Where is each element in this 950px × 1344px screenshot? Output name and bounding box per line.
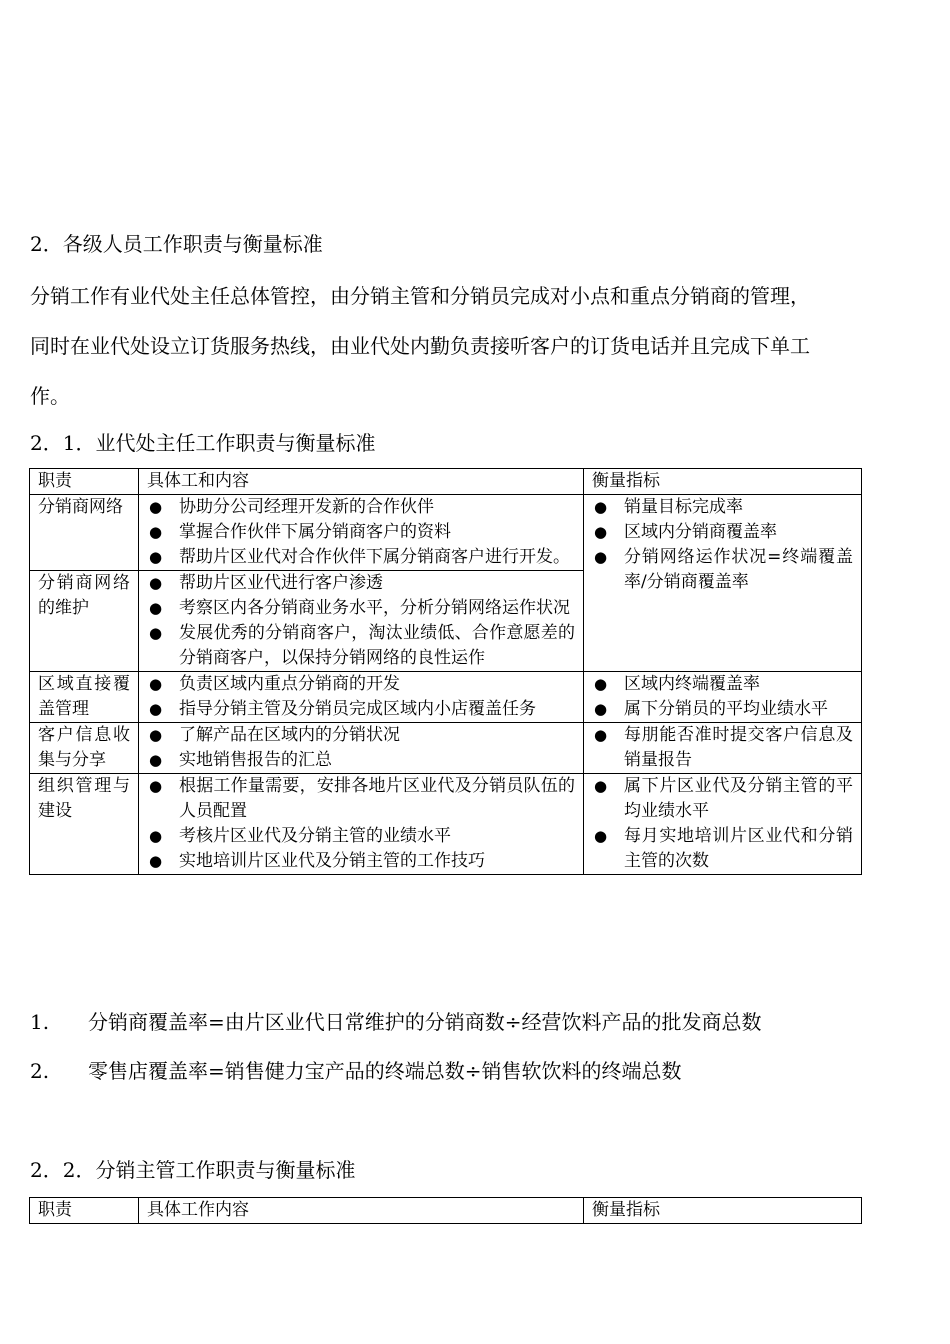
formula-note xyxy=(30,1058,682,1084)
tasks-cell xyxy=(139,672,584,723)
list-item: ● 指导分销主管及分销员完成区域内小店覆盖任务 xyxy=(147,697,575,722)
list-item: ● 每朋能否准时提交客户信息及销量报告 xyxy=(592,723,853,773)
subsection-1-title: 2．1．业代处主任工作职责与衡量标准 xyxy=(30,431,376,455)
metrics-cell xyxy=(584,774,862,875)
metrics-cell xyxy=(584,495,862,672)
header-cell: 职责 xyxy=(30,469,139,495)
list-item: ● 帮助片区业代进行客户渗透 xyxy=(147,571,575,596)
list-item: ● 区域内终端覆盖率 xyxy=(592,672,853,697)
supervisor-duty-table xyxy=(29,1197,862,1224)
header-cell: 衡量指标 xyxy=(584,1198,862,1224)
list-item: ● 考核片区业代及分销主管的业绩水平 xyxy=(147,824,575,849)
list-item: ● 区域内分销商覆盖率 xyxy=(592,520,853,545)
list-item: ● 了解产品在区域内的分销状况 xyxy=(147,723,575,748)
header-cell: 衡量指标 xyxy=(584,469,862,495)
list-item: ● 考察区内各分销商业务水平，分析分销网络运作状况 xyxy=(147,596,575,621)
formula-note xyxy=(30,1009,762,1035)
tasks-cell xyxy=(139,723,584,774)
table-row xyxy=(30,672,862,723)
metrics-cell xyxy=(584,723,862,774)
note-text: 分销商覆盖率=由片区业代日常维护的分销商数÷经营饮料产品的批发商总数 xyxy=(88,1010,762,1034)
role-cell: 区域直接覆盖管理 xyxy=(30,672,139,723)
header-cell: 具体工作内容 xyxy=(139,1198,584,1224)
table-header-row xyxy=(30,469,862,495)
list-item: ● 实地培训片区业代及分销主管的工作技巧 xyxy=(147,849,575,874)
subsection-2-title: 2．2．分销主管工作职责与衡量标准 xyxy=(30,1158,356,1182)
table-row xyxy=(30,774,862,875)
list-item: ● 负责区域内重点分销商的开发 xyxy=(147,672,575,697)
intro-line: 分销工作有业代处主任总体管控，由分销主管和分销员完成对小点和重点分销商的管理， xyxy=(30,284,810,308)
metrics-cell xyxy=(584,672,862,723)
list-item: ● 根据工作量需要，安排各地片区业代及分销员队伍的人员配置 xyxy=(147,774,575,824)
list-item: ● 每月实地培训片区业代和分销主管的次数 xyxy=(592,824,853,874)
note-text: 零售店覆盖率=销售健力宝产品的终端总数÷销售软饮料的终端总数 xyxy=(88,1059,682,1083)
tasks-cell xyxy=(139,774,584,875)
list-item: ● 实地销售报告的汇总 xyxy=(147,748,575,773)
list-item: ● 分销网络运作状况=终端覆盖率/分销商覆盖率 xyxy=(592,545,853,595)
header-cell: 职责 xyxy=(30,1198,139,1224)
list-item: ● 属下片区业代及分销主管的平均业绩水平 xyxy=(592,774,853,824)
list-item: ● 发展优秀的分销商客户，淘汰业绩低、合作意愿差的分销商客户，以保持分销网络的良性运作 xyxy=(147,621,575,671)
intro-line: 同时在业代处设立订货服务热线，由业代处内勤负责接听客户的订货电话并且完成下单工 xyxy=(30,334,810,358)
table-row xyxy=(30,495,862,571)
role-cell: 组织管理与建设 xyxy=(30,774,139,875)
role-cell: 分销商网络的维护 xyxy=(30,571,139,672)
list-item: ● 属下分销员的平均业绩水平 xyxy=(592,697,853,722)
list-item: ● 协助分公司经理开发新的合作伙伴 xyxy=(147,495,575,520)
section-title: 2．各级人员工作职责与衡量标准 xyxy=(30,232,323,256)
intro-line: 作。 xyxy=(30,384,70,408)
header-cell: 具体工和内容 xyxy=(139,469,584,495)
list-item: ● 帮助片区业代对合作伙伴下属分销商客户进行开发。 xyxy=(147,545,575,570)
list-item: ● 掌握合作伙伴下属分销商客户的资料 xyxy=(147,520,575,545)
intro-paragraph xyxy=(30,271,925,421)
role-cell: 分销商网络 xyxy=(30,495,139,571)
note-number: 2. xyxy=(30,1059,50,1083)
tasks-cell xyxy=(139,495,584,571)
director-duty-table xyxy=(29,468,862,875)
table-row xyxy=(30,723,862,774)
tasks-cell xyxy=(139,571,584,672)
note-number: 1. xyxy=(30,1010,50,1034)
role-cell: 客户信息收集与分享 xyxy=(30,723,139,774)
table-header-row xyxy=(30,1198,862,1224)
list-item: ● 销量目标完成率 xyxy=(592,495,853,520)
